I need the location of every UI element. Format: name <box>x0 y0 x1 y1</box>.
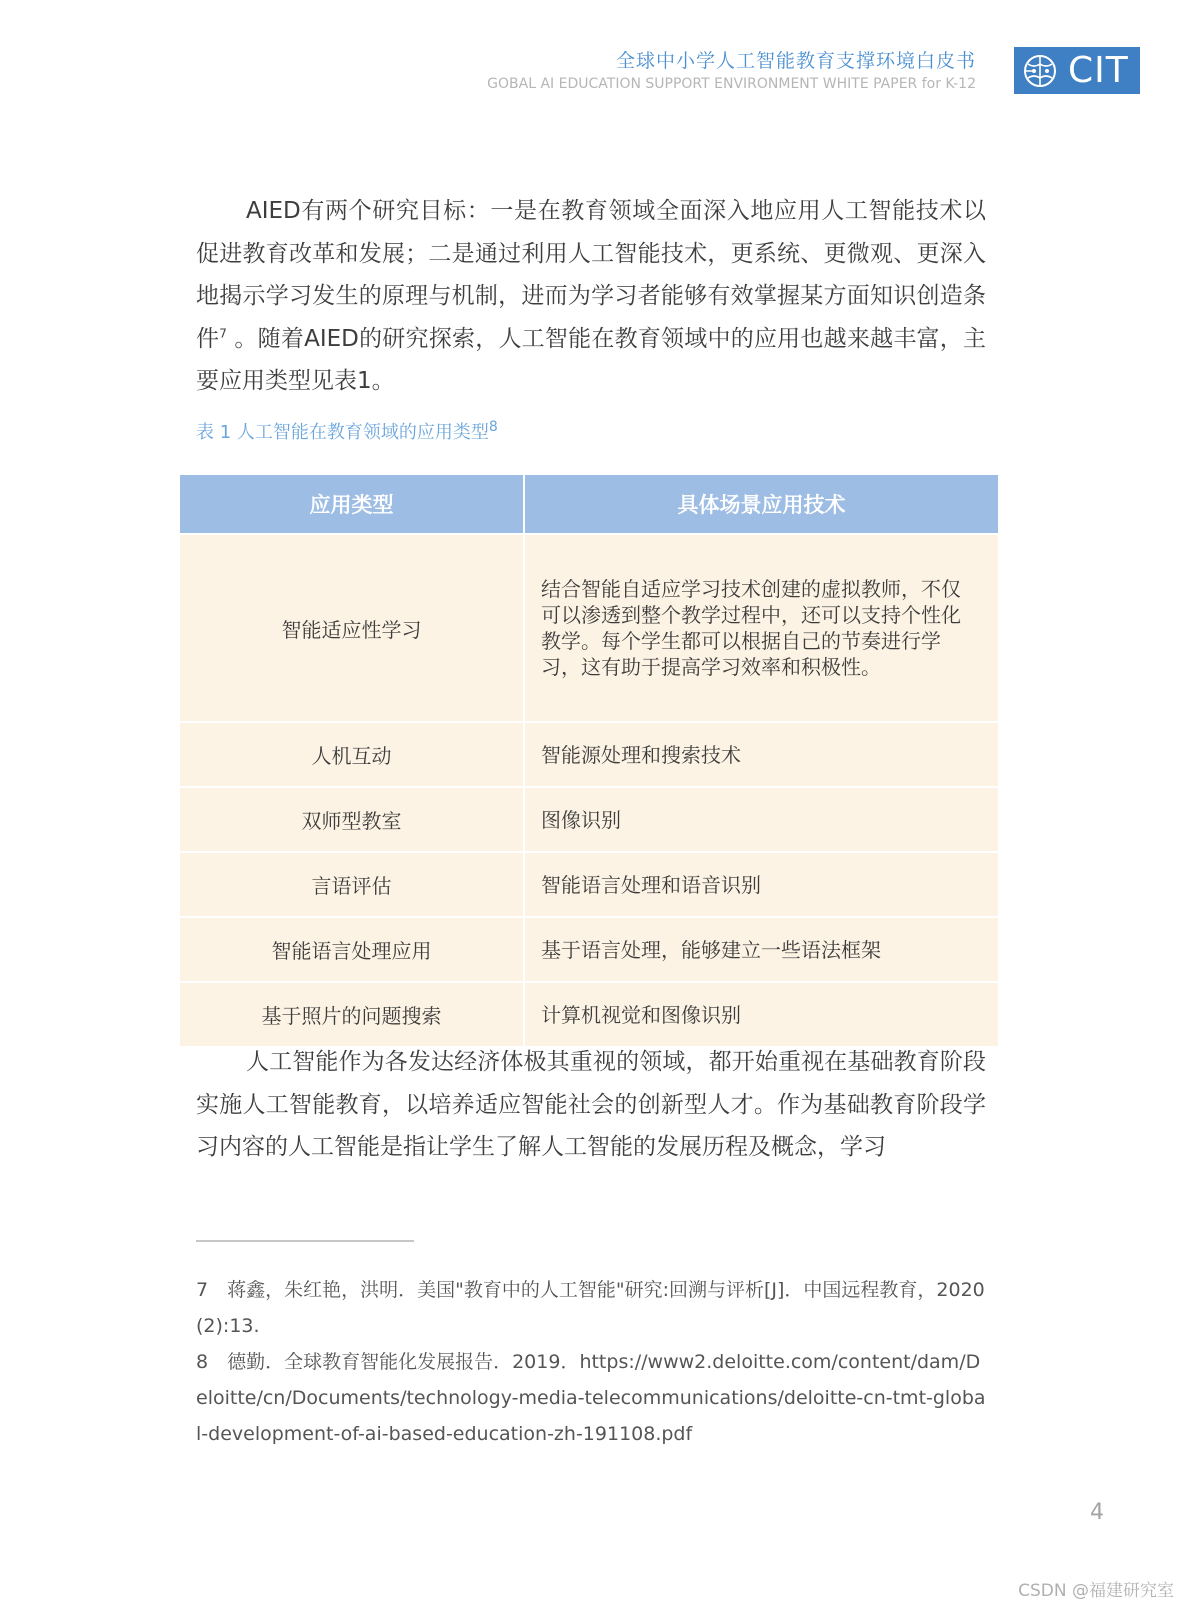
brain-circuit-icon <box>1020 52 1060 90</box>
table-cell-type: 言语评估 <box>180 852 524 917</box>
table-cell-type: 智能语言处理应用 <box>180 917 524 982</box>
table-caption: 表 1 人工智能在教育领域的应用类型$^8$ <box>196 419 498 443</box>
table-cell-type: 双师型教室 <box>180 787 524 852</box>
table-row <box>180 534 998 722</box>
table-cell-tech: 计算机视觉和图像识别 <box>524 982 998 1046</box>
footnote-ref-8[interactable]: 8 <box>488 419 498 435</box>
footnote-7: 7 蒋鑫，朱红艳，洪明．美国"教育中的人工智能"研究:回溯与评析[J]．中国远程教育，2020(2):13. <box>196 1279 985 1337</box>
table-row <box>180 852 998 917</box>
table-header-row <box>180 475 998 534</box>
page-number: 4 <box>1090 1500 1104 1525</box>
logo-text: CIT <box>1068 50 1129 91</box>
table-row <box>180 982 998 1046</box>
table-cell-tech: 结合智能自适应学习技术创建的虚拟教师，不仅可以渗透到整个教学过程中，还可以支持个性化教学。每个学生都可以根据自己的节奏进行学习，这有助于提高学习效率和积极性。 <box>524 534 998 722</box>
header-subtitle: GOBAL AI EDUCATION SUPPORT ENVIRONMENT WHITE PAPER for K-12 <box>487 76 976 92</box>
column-header-tech: 具体场景应用技术 <box>524 475 998 534</box>
cit-logo <box>1014 47 1140 94</box>
table-cell-type: 基于照片的问题搜索 <box>180 982 524 1046</box>
table-row <box>180 917 998 982</box>
footnote-divider <box>196 1240 414 1242</box>
body-paragraph-2: 人工智能作为各发达经济体极其重视的领域，都开始重视在基础教育阶段实施人工智能教育，以培养适应智能社会的创新型人才。作为基础教育阶段学习内容的人工智能是指让学生了解人工智能的发展历程及概念，学习 <box>196 1049 986 1160</box>
table-cell-type: 人机互动 <box>180 722 524 787</box>
table-cell-type: 智能适应性学习 <box>180 534 524 722</box>
column-header-type: 应用类型 <box>180 475 524 534</box>
body-paragraph-1: AIED有两个研究目标：一是在教育领域全面深入地应用人工智能技术以促进教育改革和发展；二是通过利用人工智能技术，更系统、更微观、更深入地揭示学习发生的原理与机制，进而为学习者能够有效掌握某方面知识创造条件$^7$ 。随着AIED的研究探索，人工智能在教育领域中的应用也越来越丰富，主要应用类型见表1。 <box>196 198 986 394</box>
application-types-table <box>180 475 998 1046</box>
table-cell-tech: 智能源处理和搜索技术 <box>524 722 998 787</box>
table-cell-tech: 智能语言处理和语音识别 <box>524 852 998 917</box>
header-title: 全球中小学人工智能教育支撑环境白皮书 <box>615 50 976 72</box>
table-cell-tech: 图像识别 <box>524 787 998 852</box>
footnote-ref-7[interactable]: 7 <box>219 325 227 340</box>
table-row <box>180 787 998 852</box>
watermark: CSDN @福建研究室 <box>1018 1581 1174 1601</box>
table-cell-tech: 基于语言处理，能够建立一些语法框架 <box>524 917 998 982</box>
footnote-8[interactable]: 8 德勤．全球教育智能化发展报告．2019．https://www2.deloitte.com/content/dam/Deloitte/cn/Documents/technology-media-telecommunications/deloitte-cn-tmt-global-development-of-ai-based-education-zh-191108.pdf <box>196 1351 986 1445</box>
table-row <box>180 722 998 787</box>
